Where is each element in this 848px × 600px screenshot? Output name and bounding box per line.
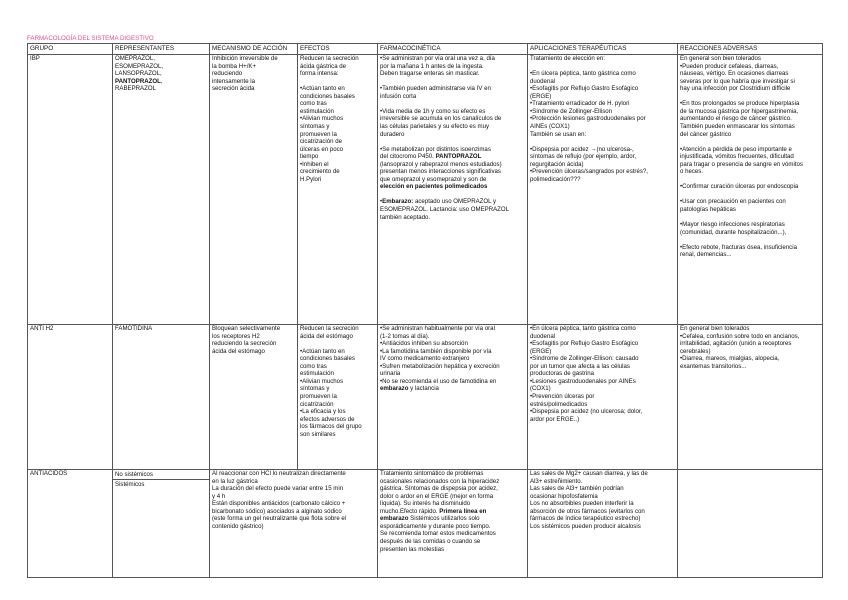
text-line: promueven la: [300, 130, 337, 138]
text-line: por la mañana 1 h antes de la ingesta.: [380, 62, 484, 70]
text-line: ácida del estómago: [300, 332, 353, 340]
text-line: •En ttos prolongados se produce hiperplasia: [680, 100, 800, 108]
text-line: del cáncer gástrico: [680, 130, 732, 138]
text-line: (este forma un gel neutralizante que flota sobre el: [212, 515, 347, 523]
text-line: cerebrales): [680, 347, 711, 355]
text-line: También pueden enmascarar los síntomas: [680, 122, 795, 130]
text-line: ardor por ERGE..): [530, 415, 580, 423]
text-line: [680, 93, 820, 101]
header-row: [28, 44, 823, 55]
text-line: H.Pylori: [300, 175, 322, 183]
text-line: (ERGE): [530, 347, 552, 355]
header-efectos: EFECTOS: [298, 44, 378, 55]
text-line: •Protección lesiones gastroduodenales por: [530, 115, 646, 123]
text-line: IV como medicamento extranjero: [380, 355, 470, 363]
text-line: presentan menos interacciones significativas: [380, 168, 501, 176]
text-line: por un tumor que afecta a las células: [530, 362, 630, 370]
text-line: Al3+ estreñimiento.: [530, 477, 583, 485]
text-line: •Atención a pérdida de peso importante e: [680, 145, 792, 153]
text-line: [680, 138, 820, 146]
text-line: efectos adversos de: [300, 415, 355, 423]
text-line: •Efecto rebote, fracturas ósea, insuficiencia: [680, 243, 797, 251]
text-line: •Prevención úlceras por: [530, 392, 595, 400]
cell-aplicaciones: [528, 469, 678, 577]
text-line: estrés/polimedicados: [530, 400, 588, 408]
text-line: [380, 191, 525, 199]
text-line: •Vida media de 1h y como su efecto es: [380, 107, 486, 115]
cell-mecanismo: [210, 54, 298, 324]
text-line: •La famotidina también disponible por vía: [380, 347, 492, 355]
header-farmacocinetica: FARMACOCINÉTICA: [378, 44, 528, 55]
text-line: elección en pacientes polimedicados: [380, 183, 488, 191]
text-line: Al reaccionar con HCl lo neutralizan directamente: [212, 470, 346, 478]
text-line: Inhibición irreversible de: [212, 55, 278, 63]
text-line: •Se administran habitualmente por vía oral: [380, 325, 495, 333]
text-line: Los no absorbibles pueden interferir la: [530, 500, 634, 508]
text-line: OMEPRAZOL,: [115, 55, 155, 63]
cell-representantes: [113, 324, 210, 469]
text-line: Las sales de Mg2+ causan diarrea, y las de: [530, 470, 648, 478]
text-line: •Esofagitis por Reflujo Gastro Esofágico: [530, 85, 639, 93]
text-line: duodenal: [530, 77, 556, 85]
text-line: •Alivian muchos: [300, 377, 344, 385]
text-line: ocasionar hipofosfatemia: [530, 492, 598, 500]
text-line: esporádicamente y durante poco tiempo.: [380, 522, 491, 530]
cell-grupo: IBP: [28, 54, 113, 324]
text-line: La duración del efecto puede variar entre 15 min: [212, 485, 344, 493]
text-line: •Pueden producir cefaleas, diarreas,: [680, 62, 779, 70]
text-line: síntomas y: [300, 385, 330, 393]
header-aplicaciones: APLICACIONES TERAPÉUTICAS: [528, 44, 678, 55]
sub-representante: No sistémicos: [113, 470, 209, 481]
text-line: mucho.Efecto rápido. Primera línea en: [380, 507, 487, 515]
text-line: renal, demencias...: [680, 251, 732, 259]
text-line: ocasionales relacionados con la hiperacidez: [380, 477, 500, 485]
text-line: presenten las molestias: [380, 545, 445, 553]
text-line: ESOMEPRAZOL. Lactancia: uso OMEPRAZOL: [380, 205, 510, 213]
text-line: contenido gástrico): [212, 522, 264, 530]
text-line: Reducen la secreción: [300, 325, 359, 333]
cell-reacciones: [678, 324, 823, 469]
text-line: •Lesiones gastroduodenales por AINEs: [530, 377, 636, 385]
text-line: Se recomienda tomar estos medicamentos: [380, 530, 496, 538]
sub-representante: Sistémicos: [115, 481, 145, 489]
text-line: •Embarazo: aceptado uso OMEPRAZOL y: [380, 198, 497, 206]
cell-reacciones: [678, 54, 823, 324]
text-line: •Confirmar curación úlceras por endoscopia: [680, 183, 799, 191]
text-line: son similares: [300, 430, 336, 438]
text-line: PANTOPRAZOL,: [115, 77, 163, 85]
text-line: patologías hepáticas: [680, 205, 736, 213]
text-line: •No se recomienda el uso de famotidina en: [380, 377, 497, 385]
text-line: •Antiácidos inhiben su absorción: [380, 340, 468, 348]
text-line: injustificada, vómitos frecuentes, dificultad: [680, 153, 794, 161]
cell-grupo: ANTI H2: [28, 324, 113, 469]
text-line: absorción de otros fármacos (evitarlos con: [530, 507, 645, 515]
table-row-ibp: [28, 54, 823, 324]
text-line: forma intensa:: [300, 70, 339, 78]
text-line: dolor o ardor en el ERGE (mejor en forma: [380, 492, 494, 500]
text-line: irritabilidad, agitación (unión a receptores: [680, 340, 792, 348]
text-line: cicatrización: [300, 400, 334, 408]
text-line: •Usar con precaución en pacientes con: [680, 198, 786, 206]
text-line: crecimiento de: [300, 168, 340, 176]
text-line: para tragar o presencia de sangre en vómitos: [680, 160, 803, 168]
text-line: exantemas transitorios...: [680, 362, 747, 370]
cell-grupo: ANTIÁCIDOS: [28, 469, 113, 577]
text-line: y 4 h: [212, 492, 226, 500]
text-line: del citocromo P450. PANTOPRAZOL: [380, 153, 482, 161]
cell-reacciones: [678, 469, 823, 577]
text-line: productoras de gastrina: [530, 370, 595, 378]
text-line: úlceras en poco: [300, 145, 344, 153]
text-line: náuseas, vértigo. En ocasiones diarreas: [680, 70, 789, 78]
text-line: fármacos de índice terapéutico estrecho): [530, 515, 641, 523]
text-line: duradero: [380, 130, 405, 138]
header-mecanismo: MECANISMO DE ACCIÓN: [210, 44, 298, 55]
text-line: •Tratamiento erradicador de H. pylori: [530, 100, 630, 108]
text-line: ESOMEPRAZOL,: [115, 62, 164, 70]
text-line: promueven la: [300, 392, 337, 400]
text-line: o heces.: [680, 168, 704, 176]
text-line: LANSOPRAZOL,: [115, 70, 162, 78]
cell-aplicaciones: [528, 324, 678, 469]
cell-efectos: [298, 324, 378, 469]
text-line: [680, 176, 820, 184]
text-line: Los sistémicos pueden producir alcalosis: [530, 522, 641, 530]
text-line: intensamente la: [212, 77, 256, 85]
text-line: •Actúan tanto en: [300, 347, 345, 355]
table-row-anti-h2: [28, 324, 823, 469]
text-line: Deben tragarse enteras sin masticar.: [380, 70, 480, 78]
cell-farmacocinetica: [378, 469, 528, 577]
cell-efectos: [298, 54, 378, 324]
cell-mecanismo: [210, 469, 378, 577]
text-line: RABEPRAZOL: [115, 85, 156, 93]
text-line: (lansoprazol y rabeprazol menos estudiados): [380, 160, 502, 168]
text-line: AINEs (COX1): [530, 122, 570, 130]
text-line: [680, 236, 820, 244]
text-line: En general bien tolerados: [680, 325, 750, 333]
text-line: los fármacos del grupo: [300, 423, 362, 431]
text-line: •Síndrome de Zollinger-Ellison: causado: [530, 355, 639, 363]
text-line: reduciendo la secreción: [212, 340, 277, 348]
text-line: También se usan en:: [530, 130, 587, 138]
text-line: Tratamiento de elección en:: [530, 55, 605, 63]
text-line: embarazo Sistémicos utilizarlos solo: [380, 515, 480, 523]
text-line: en la luz gástrica: [212, 477, 258, 485]
text-line: [300, 78, 375, 86]
header-grupo: GRUPO: [28, 44, 113, 55]
text-line: •En úlcera péptica, tanto gástrica como: [530, 70, 636, 78]
text-line: (ERGE): [530, 92, 552, 100]
text-line: tiempo: [300, 153, 319, 161]
text-line: síntomas de reflujo (por ejemplo, ardor,: [530, 153, 637, 161]
text-line: Las sales de Al3+ también podrían: [530, 485, 624, 493]
text-line: estimulación: [300, 370, 334, 378]
document-title: FARMACOLOGÍA DEL SISTEMA DIGESTIVO: [27, 35, 154, 42]
text-line: ácida gástrica de: [300, 62, 347, 70]
text-line: [680, 214, 820, 222]
text-line: [530, 63, 675, 71]
text-line: •Mayor riesgo infecciones respiratorias: [680, 221, 785, 229]
cell-aplicaciones: [528, 54, 678, 324]
text-line: hay una infección por Clostridium difficile: [680, 85, 791, 93]
text-line: urinaria: [380, 370, 401, 378]
cell-farmacocinetica: [378, 324, 528, 469]
text-line: de la mucosa gástrica por hipergastrinemia,: [680, 107, 799, 115]
text-line: cicatrización de: [300, 138, 342, 146]
table-row-antiacidos: [28, 469, 823, 577]
text-line: •Actúan tanto en: [300, 85, 345, 93]
text-line: •Dispepsia por acidez →(no ulcerosa-,: [530, 145, 634, 153]
text-line: polimedicación???: [530, 175, 581, 183]
text-line: ácida del estómago: [212, 347, 265, 355]
text-line: •Esofagitis por Reflujo Gastro Esofágico: [530, 340, 639, 348]
text-line: secreción ácida: [212, 85, 255, 93]
text-line: regurgitación ácida): [530, 160, 584, 168]
text-line: •Prevención úlceras/sangrados por estrés?,: [530, 168, 648, 176]
text-line: reduciendo: [212, 70, 243, 78]
pharmacology-table: [27, 43, 823, 578]
text-line: •Sufren metabolización hepática y excreción: [380, 362, 500, 370]
text-line: gástrica. Síntomas de dispepsia por acidez,: [380, 485, 498, 493]
text-line: bicarbonato sódico) asociados a alginato sódico: [212, 507, 342, 515]
text-line: síntomas y: [300, 122, 330, 130]
cell-representantes: [113, 54, 210, 324]
text-line: estimulación: [300, 107, 334, 115]
text-line: [380, 100, 525, 108]
text-line: [680, 191, 820, 199]
text-line: •Alivian muchos: [300, 115, 344, 123]
text-line: Están disponibles antiácidos (carbonato cálcico +: [212, 500, 346, 508]
text-line: después de las comidas o cuando se: [380, 537, 481, 545]
text-line: irreversible se acumula en los canalículos de: [380, 115, 502, 123]
header-representantes: REPRESENTANTES: [113, 44, 210, 55]
text-line: [380, 138, 525, 146]
text-line: •Síndrome de Zollinger-Ellison: [530, 107, 613, 115]
text-line: •Se administran por vía oral una vez a, día: [380, 55, 495, 63]
text-line: como tras: [300, 100, 327, 108]
text-line: (COX1): [530, 385, 551, 393]
cell-mecanismo: [210, 324, 298, 469]
text-line: condiciones basales: [300, 92, 355, 100]
text-line: FAMOTIDINA: [115, 325, 153, 333]
text-line: •En úlcera péptica, tanto gástrica como: [530, 325, 636, 333]
cell-farmacocinetica: [378, 54, 528, 324]
text-line: las células parietales y su efecto es muy: [380, 122, 490, 130]
text-line: •Cefalea, confusión sobre todo en ancianos,: [680, 332, 800, 340]
text-line: los receptores H2: [212, 332, 260, 340]
text-line: En general son bien tolerados: [680, 55, 761, 63]
text-line: •Inhiben el: [300, 160, 329, 168]
text-line: la bomba H+/K+: [212, 62, 257, 70]
text-line: •La eficacia y los: [300, 408, 346, 416]
header-reacciones: REACCIONES ADVERSAS: [678, 44, 823, 55]
text-line: Tratamiento sintomático de problemas: [380, 470, 484, 478]
text-line: (comunidad, durante hospitalización...),: [680, 228, 787, 236]
text-line: •Se metabolizan por distintos isoenzimas: [380, 145, 491, 153]
text-line: [300, 340, 375, 348]
text-line: infusión corta: [380, 92, 417, 100]
text-line: líquida). Su interés ha disminuido: [380, 500, 471, 508]
text-line: Bloquean selectivamente: [212, 325, 281, 333]
text-line: •También pueden administrarse via IV en: [380, 85, 491, 93]
text-line: aumentando el riesgo de cáncer gástrico.: [680, 115, 792, 123]
text-line: condiciones basales: [300, 355, 355, 363]
text-line: •Diarrea, mareos, mialgias, alopecia,: [680, 355, 780, 363]
text-line: [380, 78, 525, 86]
text-line: duodenal: [530, 332, 556, 340]
text-line: embarazo y lactancia: [380, 385, 439, 393]
text-line: [530, 138, 675, 146]
cell-representantes: [113, 469, 210, 577]
text-line: severas por lo que habría que investigar si: [680, 77, 795, 85]
text-line: Reducen la secreción: [300, 55, 359, 63]
text-line: como tras: [300, 362, 327, 370]
text-line: (1-2 tomas al día).: [380, 332, 430, 340]
text-line: •Dispepsia por acidez (no ulcerosa; dolor,: [530, 408, 643, 416]
text-line: también aceptado.: [380, 213, 431, 221]
text-line: que omeprazol y esomeprazol y son de: [380, 175, 487, 183]
